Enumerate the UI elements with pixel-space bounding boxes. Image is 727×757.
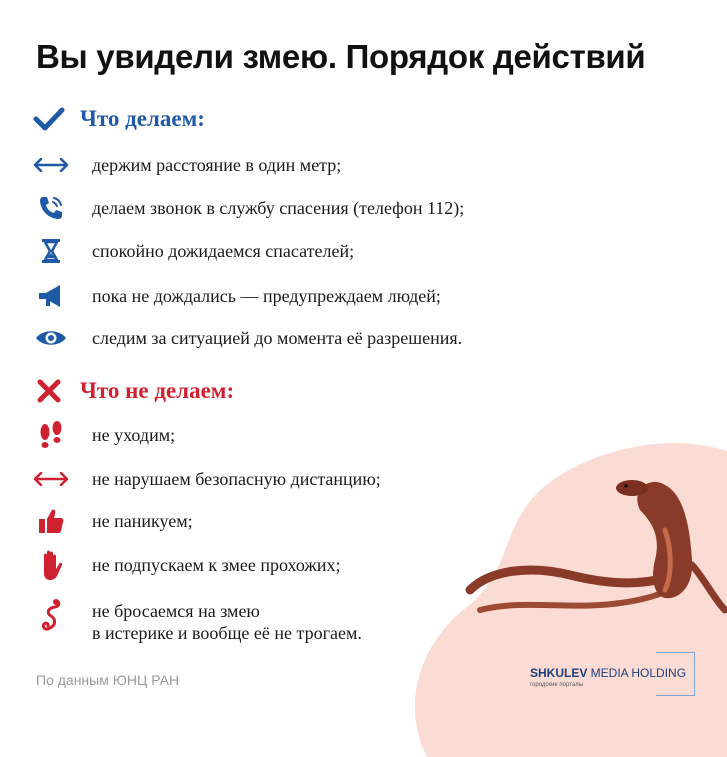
do-item-text: спокойно дожидаемся спасателей; [92, 241, 355, 261]
cobra-illustration [460, 470, 727, 630]
do-item-text: пока не дождались — предупреждаем людей; [92, 286, 441, 306]
phone-icon [32, 193, 70, 223]
footprints-icon [32, 420, 70, 450]
dont-item [32, 464, 381, 494]
do-section-heading [32, 104, 205, 134]
cross-icon [32, 376, 66, 406]
do-item [32, 150, 341, 180]
dont-item-text: не паникуем; [92, 511, 193, 531]
logo-subtitle: городские порталы [530, 682, 584, 688]
logo-rest: MEDIA HOLDING [587, 666, 687, 680]
dont-heading-text: Что не делаем: [80, 378, 235, 403]
page-title: Вы увидели змею. Порядок действий [36, 38, 646, 75]
double-arrow-icon [32, 464, 70, 494]
dont-item [32, 506, 193, 536]
dont-item [32, 550, 340, 580]
dont-item [32, 420, 175, 450]
snake-icon [32, 596, 70, 636]
do-heading-text: Что делаем: [80, 106, 205, 131]
logo-bold: SHKULEV [530, 666, 588, 680]
do-item [32, 323, 462, 353]
dont-item-text: не нарушаем безопасную дистанцию; [92, 469, 381, 489]
dont-item-line: не бросаемся на змею [92, 601, 260, 621]
do-item-text: следим за ситуацией до момента её разрешения. [92, 328, 463, 348]
dont-item-text: не подпускаем к змее прохожих; [92, 555, 341, 575]
hourglass-icon [32, 236, 70, 266]
checkmark-icon [32, 104, 66, 134]
logo-text [530, 666, 686, 680]
source-note: По данным ЮНЦ РАН [36, 672, 180, 688]
media-holding-logo [530, 652, 695, 696]
eye-icon [32, 323, 70, 353]
dont-item-text: не уходим; [92, 425, 176, 445]
do-item-text: держим расстояние в один метр; [92, 155, 342, 175]
dont-item-line: в истерике и вообще её не трогаем. [92, 623, 362, 643]
do-item [32, 236, 354, 266]
megaphone-icon [32, 281, 70, 311]
dont-item [32, 596, 362, 644]
do-item [32, 193, 464, 223]
dont-item-text [92, 596, 362, 644]
dont-section-heading [32, 376, 234, 406]
do-item [32, 281, 441, 311]
double-arrow-icon [32, 150, 70, 180]
thumbs-up-icon [32, 506, 70, 536]
hand-icon [32, 550, 70, 580]
do-item-text: делаем звонок в службу спасения (телефон 112); [92, 198, 465, 218]
